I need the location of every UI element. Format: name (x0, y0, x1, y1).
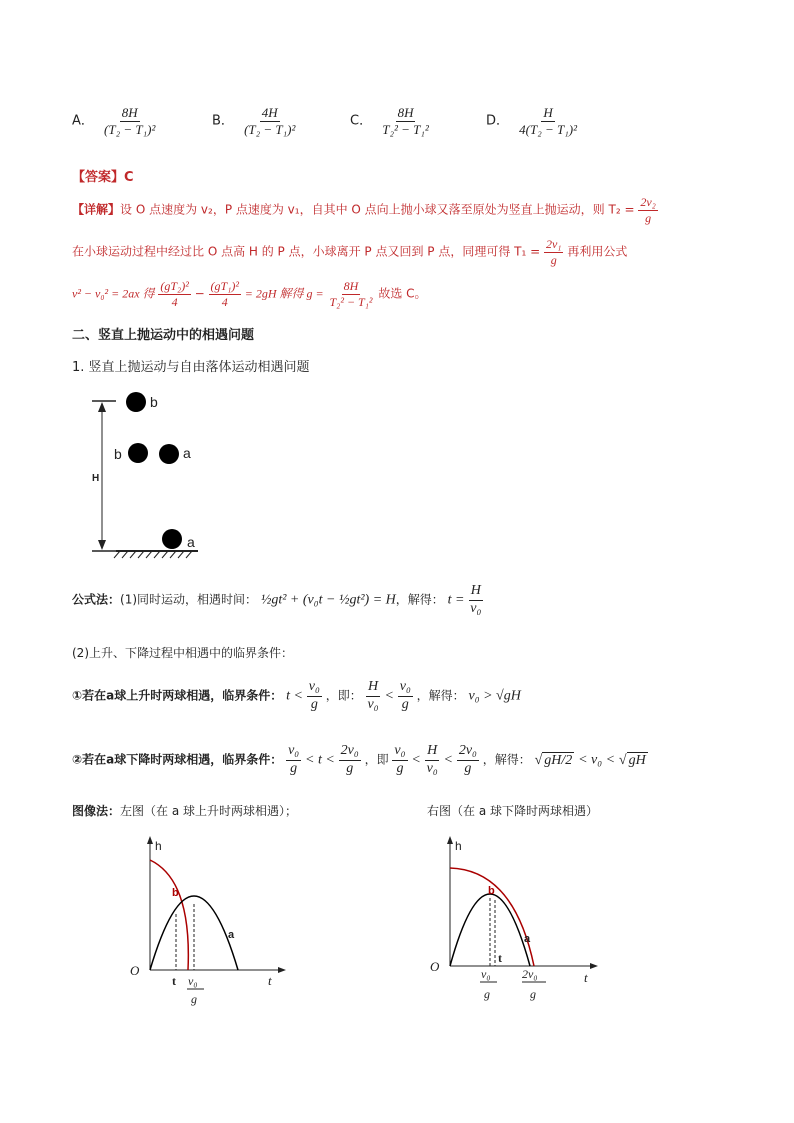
cond1-frac1-den: g (310, 696, 318, 712)
detail-line-1-text: 设 O 点速度为 v₂，P 点速度为 v₁，自其中 O 点向上抛小球又落至原处为竖直上抛运动，则 T₂ = (120, 202, 635, 217)
detail-line-2-text: 在小球运动过程中经过比 O 点高 H 的 P 点，小球离开 P 点又回到 P 点，同理可得 T₁ = (72, 244, 541, 259)
right-h-label: h (455, 839, 462, 853)
condition-2-sqrt2: gH (628, 752, 646, 768)
ball-b-mid (128, 443, 148, 463)
ball-b-top (126, 392, 146, 412)
option-a-denominator: (T₂ − T₁)² (104, 121, 156, 137)
cond2-frac3-den: g (396, 760, 404, 776)
graph-method-right-caption: 右图（在 a 球下降时两球相遇） (427, 804, 598, 818)
cond2-frac1-num: v₀ (286, 744, 301, 761)
right-b-label: b (488, 885, 495, 897)
section-2-title: 二、竖直上抛运动中的相遇问题 (72, 328, 255, 343)
cond2-frac2-den: g (346, 760, 354, 776)
detail-frac-5-den: T₂² − T₁² (329, 294, 373, 309)
detail-line-3-text: v² − v₀² = 2ax 得 (72, 286, 155, 301)
cond1-frac1-num: v₀ (307, 680, 322, 697)
detail-line-2 (72, 238, 752, 266)
answer-label: 【答案】C (72, 170, 134, 185)
detail-label: 【详解】 (72, 202, 121, 217)
ball-a-mid (159, 444, 179, 464)
option-b-denominator: (T₂ − T₁)² (244, 121, 296, 137)
left-h-label: h (155, 839, 162, 853)
right-height-time-graph (424, 830, 614, 1010)
option-c (350, 106, 431, 136)
option-c-denominator: T₂² − T₁² (382, 121, 429, 137)
formula-label: 公式法： (72, 592, 121, 607)
option-b-numerator: 4H (261, 105, 278, 120)
option-c-numerator: 8H (397, 105, 414, 120)
detail-frac-4-den: 4 (221, 294, 228, 309)
formula-method (72, 584, 483, 616)
right-t-axis-label: t (584, 970, 588, 985)
left-height-time-graph (122, 830, 292, 1010)
detail-line-3-mid: = 2gH 解得 g = (244, 286, 324, 301)
detail-minus: − (194, 286, 205, 301)
left-t-axis-arrow (278, 967, 286, 973)
condition-2-lt3: < (443, 752, 453, 768)
right-curve-b (450, 868, 534, 966)
vertical-throw-diagram (80, 385, 220, 565)
cond2-frac5-num: 2v₀ (457, 744, 479, 761)
detail-frac-1-den: g (645, 210, 652, 225)
graph-method-left-caption (72, 802, 297, 819)
condition-2-sqrt1: gH/2 (544, 752, 573, 768)
left-v0-label: v₀ (188, 974, 198, 988)
cond2-frac3-num: v₀ (392, 744, 407, 761)
condition-2-solve: ，解得： (482, 752, 531, 767)
right-g-label: g (484, 987, 490, 1001)
ball-a-mid-label: a (183, 445, 191, 461)
detail-frac-5-num: 8H (343, 279, 359, 293)
height-arrow-top (98, 402, 106, 412)
detail-line-3 (72, 280, 752, 308)
formula-expression: ½gt² + (v₀t − ½gt²) = H (260, 592, 396, 608)
formula-result-den: v₀ (470, 600, 482, 616)
condition-1-result: v₀ > √gH (468, 688, 521, 704)
detail-frac-3-num: (gT₂)² (160, 279, 189, 293)
option-c-letter: C． (350, 113, 373, 129)
option-a-letter: A． (72, 113, 94, 129)
height-arrow-bottom (98, 540, 106, 550)
cond1-frac2-den: v₀ (367, 696, 379, 712)
detail-frac-3-den: 4 (171, 294, 178, 309)
condition-1-text: ①若在a球上升时两球相遇，临界条件： (72, 688, 283, 703)
left-b-label: b (172, 887, 179, 899)
cond2-frac1-den: g (290, 760, 298, 776)
detail-line-1 (72, 196, 732, 224)
detail-frac-1-num: 2v₂ (640, 195, 656, 209)
condition-1-mid: ，即： (325, 688, 362, 703)
right-a-label: a (524, 933, 531, 945)
height-label: H (92, 473, 100, 484)
right-g2-label: g (530, 987, 536, 1001)
option-d (486, 106, 579, 136)
option-b-letter: B． (212, 113, 234, 129)
option-d-denominator: 4(T₂ − T₁)² (519, 121, 577, 137)
detail-frac-4-num: (gT₁)² (210, 279, 239, 293)
detail-frac-2-num: 2v₁ (545, 237, 562, 251)
right-origin-label: O (430, 959, 440, 974)
condition-1-lt: < (384, 688, 394, 704)
condition-2: ②若在a球下降时两球相遇，临界条件： $\frac{\text{v₀}}{g}$ < t < $\frac{\text{2v₀}}{g}$ ，即 $\frac{\text{v₀}}{g}$ < $\frac{H}{\text{v₀}}$ < $\frac{\text{2v₀}}{g}$ ，解得： √ gH/2 < v₀ < √ gH (72, 743, 646, 776)
option-d-numerator: H (543, 105, 553, 120)
right-v0-label: v₀ (481, 967, 491, 981)
right-2v0-label: 2v₀ (522, 967, 538, 981)
cond2-frac4-num: H (425, 744, 439, 761)
condition-1 (72, 680, 521, 712)
cond1-frac2-num: H (366, 680, 380, 697)
left-origin-label: O (130, 963, 140, 978)
critical-condition-title: (2)上升、下降过程中相遇中的临界条件： (72, 646, 293, 660)
left-h-axis-arrow (147, 836, 153, 844)
ball-b-mid-label: b (114, 446, 122, 462)
ball-a-bottom (162, 529, 182, 549)
detail-frac-2-den: g (550, 252, 557, 267)
left-g-label: g (191, 992, 197, 1006)
detail-line-3-tail: 故选 C。 (378, 286, 427, 301)
left-a-label: a (228, 929, 235, 941)
right-t-mark: t (498, 951, 502, 965)
graph-method-left-text: 左图（在 a 球上升时两球相遇）； (120, 804, 297, 818)
condition-1-solve: ，解得： (416, 688, 465, 703)
condition-2-res-mid: < v₀ < (578, 752, 616, 768)
left-curve-a (150, 896, 238, 970)
formula-text: (1)同时运动，相遇时间： (120, 592, 258, 607)
cond2-frac4-den: v₀ (426, 760, 438, 776)
cond2-frac2-num: 2v₀ (339, 744, 361, 761)
condition-2-lt1: < t < (305, 752, 335, 768)
option-d-letter: D． (486, 113, 510, 129)
formula-result-num: H (469, 584, 483, 601)
graph-method-label: 图像法： (72, 804, 121, 818)
condition-2-lt2: < (411, 752, 421, 768)
left-t-axis-label: t (268, 973, 272, 988)
option-a (72, 106, 157, 136)
ground-hatch (114, 551, 192, 558)
condition-2-text: ②若在a球下降时两球相遇，临界条件： (72, 752, 283, 767)
option-b (212, 106, 297, 136)
formula-solve-text: ，解得： (395, 592, 444, 607)
ball-b-top-label: b (150, 394, 158, 410)
right-t-axis-arrow (590, 963, 598, 969)
cond1-frac3-den: g (401, 696, 409, 712)
option-a-numerator: 8H (121, 105, 138, 120)
right-h-axis-arrow (447, 836, 453, 844)
item-1-title: 1. 竖直上抛运动与自由落体运动相遇问题 (72, 360, 310, 375)
detail-line-2-tail: 再利用公式 (567, 244, 628, 259)
condition-1-ineq: t < (286, 688, 303, 704)
cond1-frac3-num: v₀ (398, 680, 413, 697)
formula-result-lhs: t = (447, 592, 465, 608)
condition-2-mid: ，即 (364, 752, 389, 767)
cond2-frac5-den: g (464, 760, 472, 776)
left-t-mark: t (172, 974, 176, 988)
ball-a-bottom-label: a (187, 534, 195, 550)
